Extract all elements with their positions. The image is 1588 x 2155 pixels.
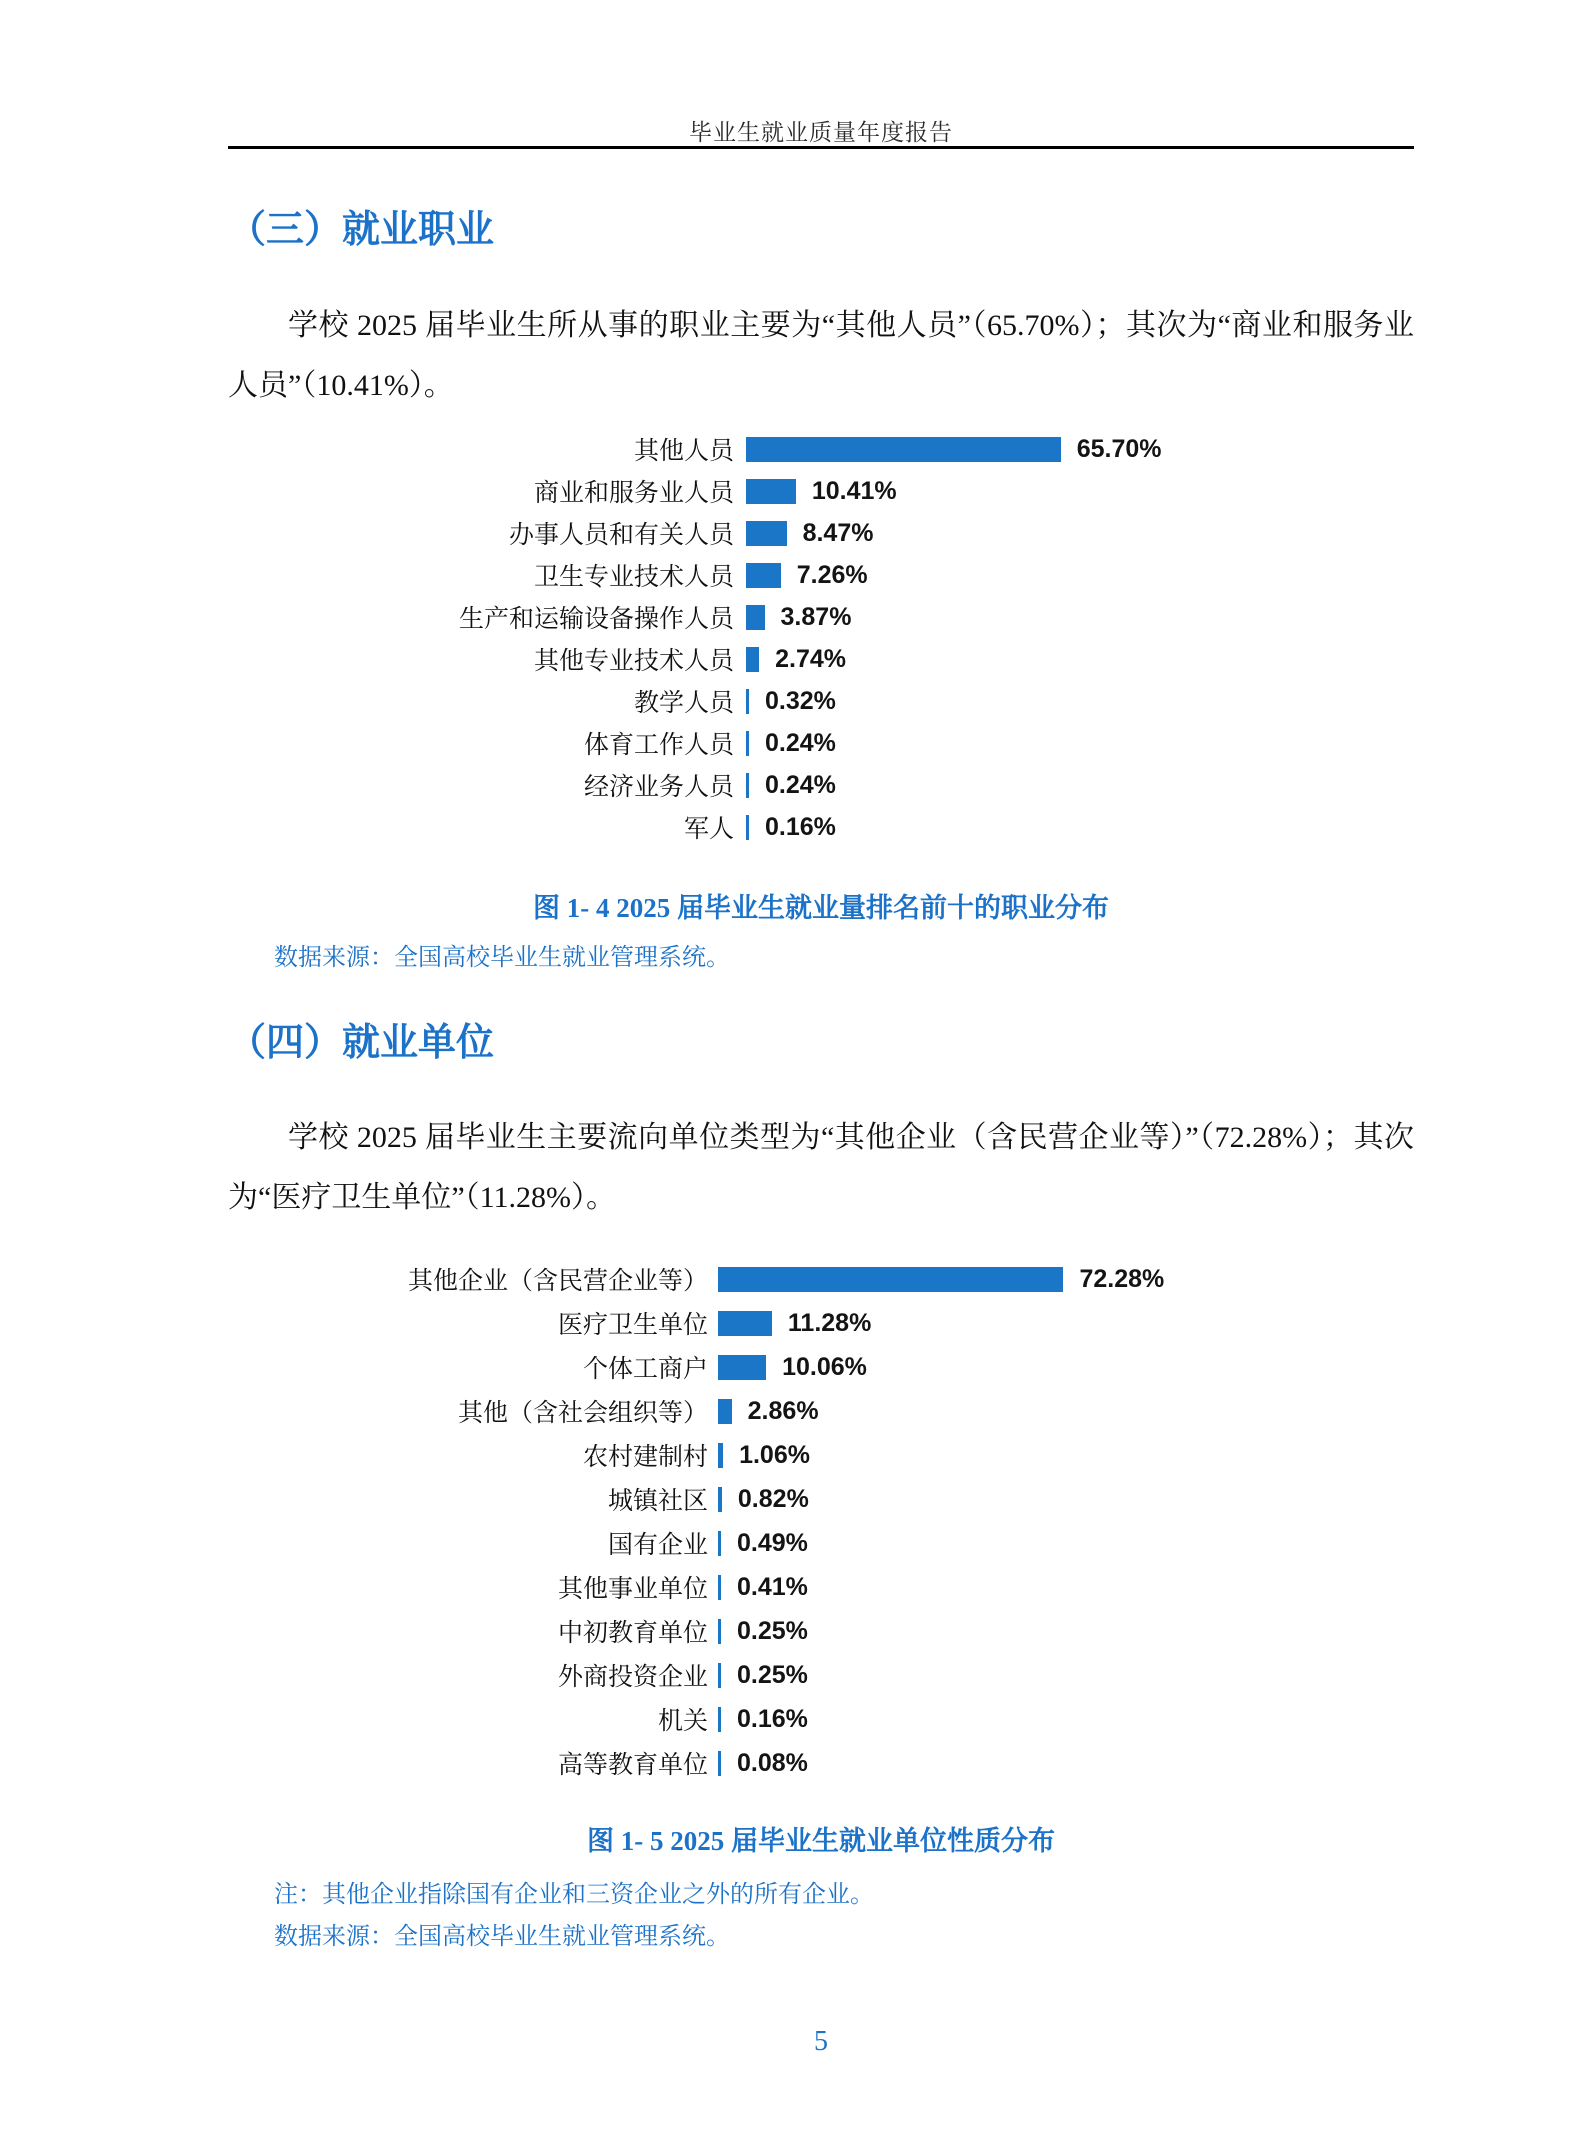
bar-value-label: 1.06% bbox=[739, 1440, 810, 1469]
bar-value-label: 0.49% bbox=[737, 1528, 808, 1557]
bar bbox=[718, 1707, 721, 1732]
bar-row bbox=[396, 428, 1161, 470]
section-employer-paragraph: 学校 2025 届毕业生主要流向单位类型为“其他企业（含民营企业等）”（72.28%）；其次为“医疗卫生单位”（11.28%）。 bbox=[228, 1121, 1414, 1214]
bar-row bbox=[358, 1741, 1164, 1785]
bar-row bbox=[396, 512, 1161, 554]
bar-category-label: 高等教育单位 bbox=[557, 1752, 708, 1779]
bar-value-label: 3.87% bbox=[780, 602, 852, 631]
bar bbox=[718, 1619, 721, 1644]
bar-value-label: 10.06% bbox=[782, 1352, 867, 1381]
bar-row bbox=[396, 680, 1161, 722]
bar bbox=[746, 605, 765, 630]
bar-category-label: 生产和运输设备操作人员 bbox=[458, 606, 734, 633]
bar-value-label: 0.16% bbox=[737, 1704, 808, 1733]
bar-value-label: 0.08% bbox=[737, 1748, 808, 1777]
bar bbox=[718, 1311, 772, 1336]
bar-value-label: 0.25% bbox=[737, 1660, 808, 1689]
bar bbox=[746, 815, 749, 840]
bar-row bbox=[396, 470, 1161, 512]
bar-row bbox=[396, 806, 1161, 848]
bar-value-label: 7.26% bbox=[796, 560, 868, 589]
bar bbox=[718, 1443, 723, 1468]
bar bbox=[718, 1663, 721, 1688]
bar-row bbox=[358, 1565, 1164, 1609]
bar-category-label: 体育工作人员 bbox=[583, 732, 734, 759]
bar bbox=[718, 1487, 722, 1512]
bar-row bbox=[358, 1257, 1164, 1301]
bar-row bbox=[358, 1433, 1164, 1477]
bar-value-label: 11.28% bbox=[787, 1308, 872, 1337]
bar-row bbox=[396, 722, 1161, 764]
bar-category-label: 其他专业技术人员 bbox=[533, 648, 734, 675]
bar-row bbox=[358, 1697, 1164, 1741]
bar-category-label: 中初教育单位 bbox=[557, 1620, 708, 1647]
bar bbox=[718, 1531, 721, 1556]
figure-1-4-bar-chart bbox=[396, 428, 1161, 848]
bar-category-label: 其他（含社会组织等） bbox=[457, 1400, 708, 1427]
figure-1-4-data-source: 数据来源：全国高校毕业生就业管理系统。 bbox=[274, 945, 730, 971]
section-employer-heading: （四）就业单位 bbox=[228, 1022, 495, 1064]
bar-row bbox=[358, 1477, 1164, 1521]
section-occupation-heading: （三）就业职业 bbox=[228, 209, 495, 251]
bar bbox=[746, 773, 749, 798]
bar-value-label: 0.41% bbox=[737, 1572, 808, 1601]
bar-row bbox=[396, 596, 1161, 638]
bar bbox=[746, 479, 796, 504]
header-rule bbox=[228, 146, 1414, 149]
bar bbox=[746, 521, 787, 546]
bar-category-label: 城镇社区 bbox=[607, 1488, 708, 1515]
bar-category-label: 机关 bbox=[657, 1708, 708, 1735]
page-number: 5 bbox=[814, 2026, 828, 2057]
bar-value-label: 0.82% bbox=[737, 1484, 809, 1513]
figure-1-5-bar-chart bbox=[358, 1257, 1164, 1785]
bar-category-label: 农村建制村 bbox=[582, 1444, 708, 1471]
bar-row bbox=[358, 1609, 1164, 1653]
bar-value-label: 72.28% bbox=[1079, 1264, 1165, 1293]
bar-row bbox=[396, 554, 1161, 596]
figure-1-5-note: 注：其他企业指除国有企业和三资企业之外的所有企业。 bbox=[274, 1882, 874, 1908]
bar bbox=[718, 1575, 721, 1600]
bar-row bbox=[396, 764, 1161, 806]
bar bbox=[746, 731, 749, 756]
bar-category-label: 经济业务人员 bbox=[583, 774, 734, 801]
bar-category-label: 办事人员和有关人员 bbox=[508, 522, 734, 549]
bar-value-label: 0.24% bbox=[765, 728, 836, 757]
bar-row bbox=[358, 1345, 1164, 1389]
bar-value-label: 0.24% bbox=[765, 770, 836, 799]
bar bbox=[718, 1751, 721, 1776]
bar-value-label: 65.70% bbox=[1076, 434, 1162, 463]
bar-value-label: 0.16% bbox=[765, 812, 836, 841]
bar-value-label: 10.41% bbox=[811, 476, 897, 505]
bar-row bbox=[358, 1301, 1164, 1345]
bar-value-label: 8.47% bbox=[802, 518, 874, 547]
bar-value-label: 2.74% bbox=[775, 644, 846, 673]
figure-1-5-data-source: 数据来源：全国高校毕业生就业管理系统。 bbox=[274, 1924, 730, 1950]
bar bbox=[718, 1267, 1063, 1292]
bar-row bbox=[358, 1389, 1164, 1433]
bar bbox=[746, 563, 781, 588]
bar bbox=[746, 437, 1061, 462]
bar-category-label: 医疗卫生单位 bbox=[557, 1312, 708, 1339]
bar-category-label: 其他事业单位 bbox=[557, 1576, 708, 1603]
bar-category-label: 卫生专业技术人员 bbox=[533, 564, 734, 591]
bar-category-label: 商业和服务业人员 bbox=[533, 480, 734, 507]
bar-category-label: 个体工商户 bbox=[582, 1356, 708, 1383]
bar-row bbox=[358, 1653, 1164, 1697]
bar-category-label: 其他人员 bbox=[633, 438, 734, 465]
bar-category-label: 其他企业（含民营企业等） bbox=[407, 1268, 708, 1295]
bar-row bbox=[358, 1521, 1164, 1565]
bar bbox=[746, 647, 759, 672]
bar-value-label: 0.25% bbox=[737, 1616, 808, 1645]
section-occupation-paragraph: 学校 2025 届毕业生所从事的职业主要为“其他人员”（65.70%）；其次为“商业和服务业人员”（10.41%）。 bbox=[228, 309, 1414, 402]
running-header-title: 毕业生就业质量年度报告 bbox=[689, 120, 953, 145]
bar-category-label: 军人 bbox=[683, 816, 734, 843]
bar bbox=[718, 1399, 732, 1424]
bar-category-label: 国有企业 bbox=[607, 1532, 708, 1559]
bar-value-label: 2.86% bbox=[747, 1396, 819, 1425]
figure-1-4-caption: 图 1- 4 2025 届毕业生就业量排名前十的职业分布 bbox=[533, 893, 1109, 923]
bar bbox=[746, 689, 749, 714]
bar-category-label: 教学人员 bbox=[633, 690, 734, 717]
bar-row bbox=[396, 638, 1161, 680]
bar-value-label: 0.32% bbox=[765, 686, 836, 715]
bar-category-label: 外商投资企业 bbox=[557, 1664, 708, 1691]
bar bbox=[718, 1355, 766, 1380]
figure-1-5-caption: 图 1- 5 2025 届毕业生就业单位性质分布 bbox=[587, 1826, 1055, 1856]
